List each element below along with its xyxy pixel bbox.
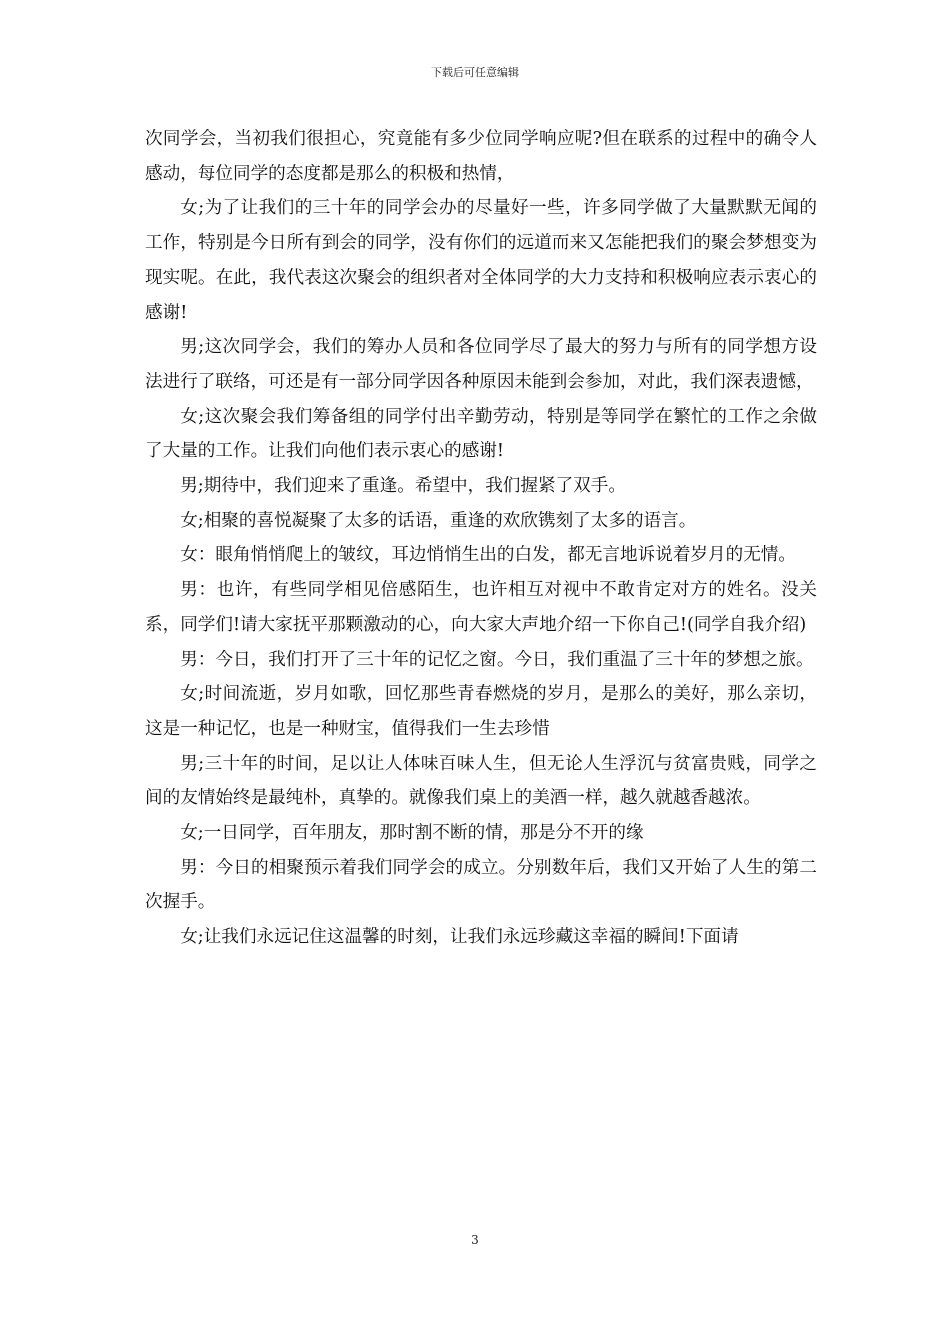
paragraph: 女;让我们永远记住这温馨的时刻，让我们永远珍藏这幸福的瞬间!下面请 bbox=[180, 927, 739, 948]
paragraph: 女;时间流逝，岁月如歌，回忆那些青春燃烧的岁月，是那么的美好，那么亲切，这是一种记忆，也是一种财宝，值得我们一生去珍惜 bbox=[145, 684, 817, 739]
paragraph: 男：也许，有些同学相见倍感陌生，也许相互对视中不敢肯定对方的姓名。没关系，同学们!请大家抚平那颗激动的心，向大家大声地介绍一下你自己!(同学自我介绍) bbox=[145, 580, 817, 635]
paragraph: 男;三十年的时间，足以让人体味百味人生，但无论人生浮沉与贫富贵贱，同学之间的友情始终是最纯朴，真挚的。就像我们桌上的美酒一样，越久就越香越浓。 bbox=[145, 753, 817, 809]
paragraph: 女：眼角悄悄爬上的皱纹，耳边悄悄生出的白发，都无言地诉说着岁月的无情。 bbox=[180, 545, 796, 566]
paragraph: 女;这次聚会我们筹备组的同学付出辛勤劳动，特别是等同学在繁忙的工作之余做了大量的工作。让我们向他们表示衷心的感谢! bbox=[145, 406, 817, 462]
paragraph: 男;这次同学会，我们的筹办人员和各位同学尽了最大的努力与所有的同学想方设法进行了联络，可还是有一部分同学因各种原因未能到会参加，对此，我们深表遗憾， bbox=[145, 337, 817, 392]
paragraph: 女;为了让我们的三十年的同学会办的尽量好一些，许多同学做了大量默默无闻的工作，特别是今日所有到会的同学，没有你们的远道而来又怎能把我们的聚会梦想变为现实呢。在此，我代表这次聚会的组织者对全体同学的大力支持和积极响应表示衷心的感谢! bbox=[145, 198, 817, 323]
paragraph: 女;相聚的喜悦凝聚了太多的话语，重逢的欢欣镌刻了太多的语言。 bbox=[180, 510, 697, 531]
page-number: 3 bbox=[471, 1233, 479, 1247]
paragraph: 女;一日同学，百年朋友，那时割不断的情，那是分不开的缘 bbox=[180, 823, 644, 844]
paragraph: 男：今日的相聚预示着我们同学会的成立。分别数年后，我们又开始了人生的第二次握手。 bbox=[145, 857, 817, 913]
document-body bbox=[145, 122, 817, 955]
page-header: 下载后可任意编辑 bbox=[431, 66, 519, 79]
paragraph: 男;期待中，我们迎来了重逢。希望中，我们握紧了双手。 bbox=[180, 476, 626, 497]
paragraph: 次同学会，当初我们很担心，究竟能有多少位同学响应呢?但在联系的过程中的确令人感动，每位同学的态度都是那么的积极和热情， bbox=[145, 129, 817, 184]
paragraph: 男：今日，我们打开了三十年的记忆之窗。今日，我们重温了三十年的梦想之旅。 bbox=[180, 649, 814, 670]
